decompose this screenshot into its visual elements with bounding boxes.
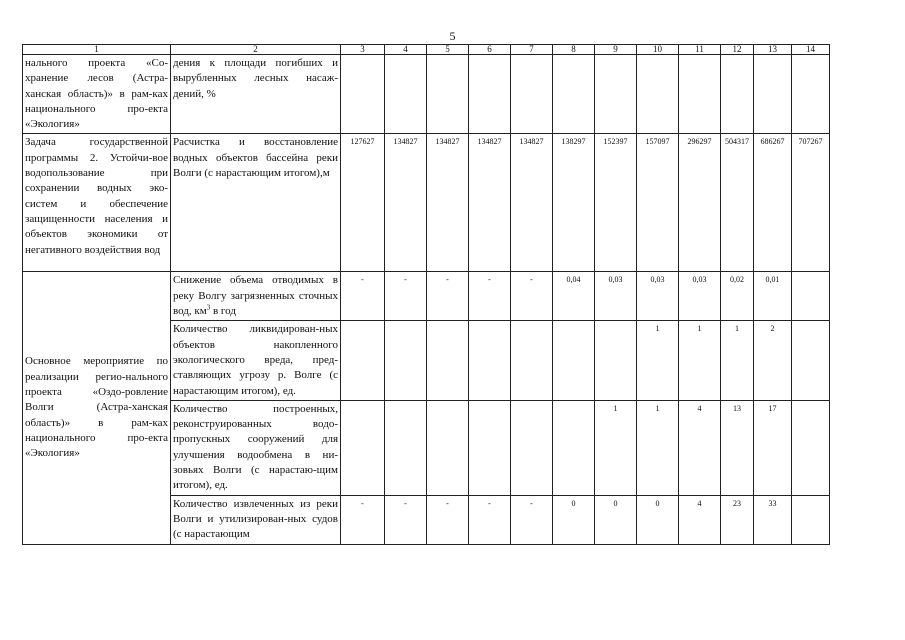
value-cell: 2: [754, 321, 792, 400]
value-cell: [341, 55, 385, 134]
value-cell: 138297: [553, 134, 595, 272]
value-cell: [511, 400, 553, 495]
value-cell: [637, 55, 679, 134]
header-cell: 4: [385, 45, 427, 55]
value-cell: [469, 321, 511, 400]
main-activity-cell: Основное мероприятие по реализации регио-нального проекта «Оздо-ровление Волги (Астра-ханская область)» в рам-ках национального про-екта «Экология»: [23, 272, 171, 544]
value-cell: 0,01: [754, 272, 792, 321]
value-cell: [553, 321, 595, 400]
page-number: 5: [449, 29, 456, 43]
value-cell: [427, 321, 469, 400]
indicator-cell: [171, 272, 341, 321]
value-cell: 134827: [469, 134, 511, 272]
value-cell: 1: [637, 400, 679, 495]
value-cell: [469, 55, 511, 134]
value-cell: 1: [721, 321, 754, 400]
value-cell: [754, 55, 792, 134]
value-cell: -: [511, 272, 553, 321]
header-cell: 3: [341, 45, 385, 55]
value-cell: 296297: [679, 134, 721, 272]
project-cell: нального проекта «Со-хранение лесов (Астра-ханская область)» в рам-ках национального про-екта «Экология»: [23, 55, 171, 134]
value-cell: 504317: [721, 134, 754, 272]
value-cell: 4: [679, 400, 721, 495]
value-cell: 707267: [792, 134, 830, 272]
value-cell: 1: [679, 321, 721, 400]
value-cell: 0,03: [679, 272, 721, 321]
value-cell: [427, 55, 469, 134]
value-cell: -: [385, 272, 427, 321]
value-cell: 33: [754, 495, 792, 544]
header-cell: 9: [595, 45, 637, 55]
value-cell: [792, 495, 830, 544]
table-row: [23, 134, 830, 272]
indicators-table: [22, 44, 830, 545]
value-cell: -: [427, 495, 469, 544]
header-cell: 8: [553, 45, 595, 55]
value-cell: 0: [595, 495, 637, 544]
table-row: [23, 55, 830, 134]
value-cell: -: [469, 495, 511, 544]
value-cell: [341, 321, 385, 400]
header-cell: 6: [469, 45, 511, 55]
value-cell: 0,03: [637, 272, 679, 321]
indicator-cell: дения к площади погибших и вырубленных лесных насаж-дений, %: [171, 55, 341, 134]
value-cell: 134827: [385, 134, 427, 272]
value-cell: [792, 272, 830, 321]
value-cell: [511, 321, 553, 400]
value-cell: 134827: [511, 134, 553, 272]
value-cell: [792, 400, 830, 495]
value-cell: [341, 400, 385, 495]
header-row: [23, 45, 830, 55]
value-cell: -: [341, 272, 385, 321]
value-cell: 0,04: [553, 272, 595, 321]
value-cell: 1: [637, 321, 679, 400]
value-cell: [469, 400, 511, 495]
header-cell: 1: [23, 45, 171, 55]
header-cell: 14: [792, 45, 830, 55]
value-cell: 134827: [427, 134, 469, 272]
header-cell: 11: [679, 45, 721, 55]
value-cell: 13: [721, 400, 754, 495]
value-cell: 17: [754, 400, 792, 495]
value-cell: [385, 321, 427, 400]
header-cell: 2: [171, 45, 341, 55]
value-cell: 1: [595, 400, 637, 495]
header-cell: 10: [637, 45, 679, 55]
table-row: [23, 272, 830, 321]
value-cell: 4: [679, 495, 721, 544]
value-cell: -: [427, 272, 469, 321]
header-cell: 12: [721, 45, 754, 55]
header-cell: 13: [754, 45, 792, 55]
indicator-cell: Расчистка и восстановление водных объектов бассейна реки Волги (с нарастающим итогом),м: [171, 134, 341, 272]
value-cell: -: [385, 495, 427, 544]
value-cell: [679, 55, 721, 134]
indicator-text: Снижение объема отводимых в реку Волгу загрязненных сточных вод, км: [173, 274, 338, 318]
indicator-cell: Количество извлеченных из реки Волги и утилизирован-ных судов (с нарастающим: [171, 495, 341, 544]
value-cell: 157097: [637, 134, 679, 272]
unit-superscript: 3: [206, 303, 211, 312]
task-cell: Задача государственной программы 2. Устойчи-вое водопользование при сохранении водных эко-систем и обеспечение защищенности населения и объектов экономики от негативного воздействия вод: [23, 134, 171, 272]
value-cell: 23: [721, 495, 754, 544]
value-cell: [385, 55, 427, 134]
value-cell: -: [469, 272, 511, 321]
indicator-text-tail: в год: [210, 305, 236, 318]
value-cell: 127627: [341, 134, 385, 272]
value-cell: [553, 400, 595, 495]
value-cell: 0,03: [595, 272, 637, 321]
header-cell: 7: [511, 45, 553, 55]
value-cell: 0: [637, 495, 679, 544]
value-cell: 686267: [754, 134, 792, 272]
value-cell: [427, 400, 469, 495]
indicator-cell: Количество построенных, реконструированных водо-пропускных сооружений для улучшения водообмена в ни-зовьях Волги (с нарастаю-щим итогом), ед.: [171, 400, 341, 495]
value-cell: [595, 55, 637, 134]
value-cell: 0: [553, 495, 595, 544]
indicator-cell: Количество ликвидирован-ных объектов накопленного экологического вреда, пред-ставляющих угрозу р. Волге (с нарастающим итогом), ед.: [171, 321, 341, 400]
value-cell: [721, 55, 754, 134]
value-cell: [595, 321, 637, 400]
value-cell: 152397: [595, 134, 637, 272]
value-cell: [553, 55, 595, 134]
header-cell: 5: [427, 45, 469, 55]
value-cell: [792, 321, 830, 400]
value-cell: [511, 55, 553, 134]
value-cell: [385, 400, 427, 495]
value-cell: [792, 55, 830, 134]
value-cell: -: [341, 495, 385, 544]
value-cell: -: [511, 495, 553, 544]
value-cell: 0,02: [721, 272, 754, 321]
